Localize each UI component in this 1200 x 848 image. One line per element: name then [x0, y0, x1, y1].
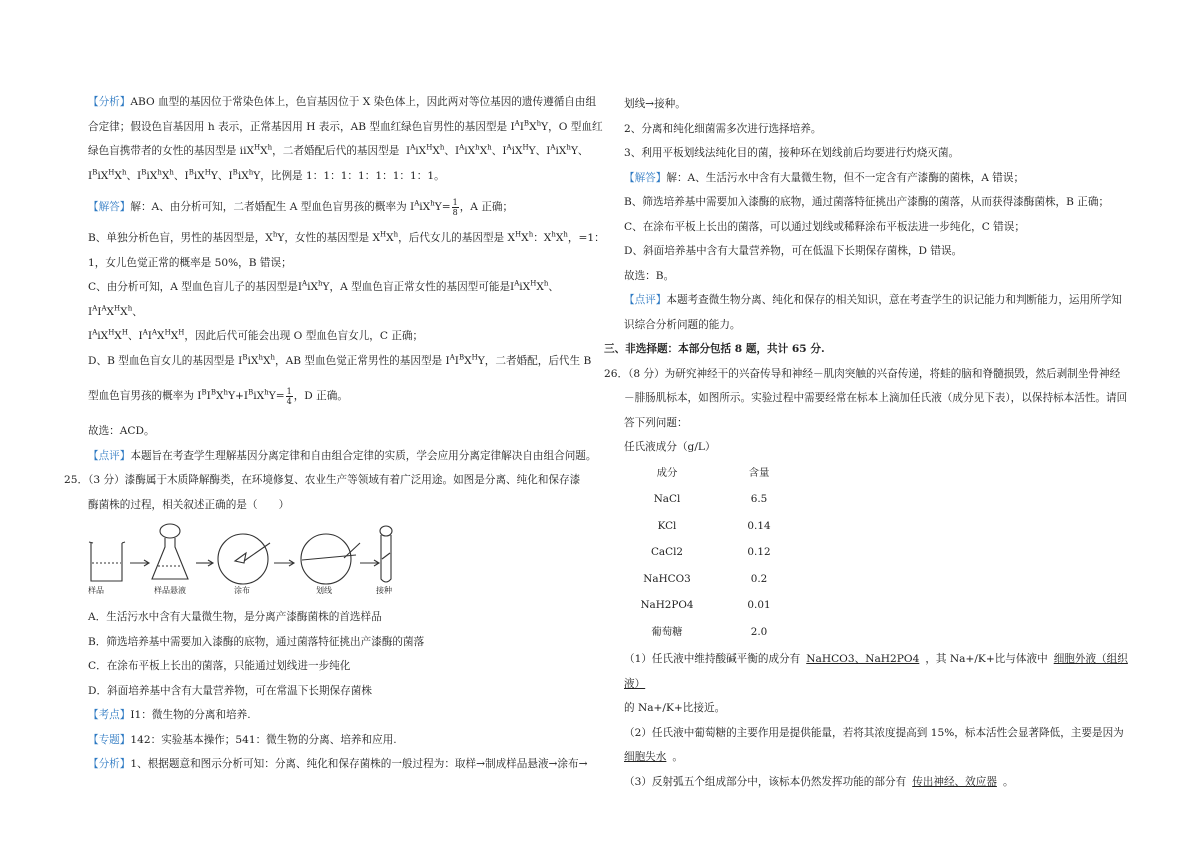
answer-fill-extracellular: 细胞外液（组织液） [624, 653, 1128, 690]
q24-answer-c: C、由分析可知，A 型血色盲儿子的基因型是$I^AiX^hY$，A 型血色盲正常女性的基因型可能是$I^AiX^HX^h$、$I^AI^AX^HX^h$、 $I^AiX^HX^H$、$I^AI^AX^HX^H$，因此后代可能会出现 O 型血色盲女儿，C 正确； [88, 279, 559, 342]
right-column [604, 92, 1146, 794]
q25-answer-a: 【解答】解：A、生活污水中含有大量微生物，但不一定含有产漆酶的菌株，A 错误； [624, 171, 1025, 184]
table-header-row [630, 460, 800, 487]
q26-part-1: （1）任氏液中维持酸碱平衡的成分有 NaHCO3、NaH2PO4 ，其 Na+/K+比与体液中 细胞外液（组织液） 的 Na+/K+比接近。 [624, 653, 1128, 714]
answer-fill-buffers: NaHCO3、NaH2PO4 [806, 653, 920, 665]
ringer-solution-table [630, 460, 800, 646]
q24-analysis: 【分析】ABO 血型的基因位于常染色体上，色盲基因位于 X 染色体上，因此两对等位基因的遗传遵循自由组 合定律；假设色盲基因用 h 表示，正常基因用 H 表示，AB 型血红绿色盲男性的基因型是 $I^AI^BX^hY$，O 型血红 绿色盲携带者的女性的基因型是 $iiX^HX^h$，二者婚配后代的基因型是 $I^AiX^HX^h$、$I^AiX^hX^h$、$I^AiX^HY$、$I^AiX^hY$、 $I^BiX^HX^h$、$I^BiX^hX^h$、$I^BiX^HY$、$I^BiX^hY$，比例是 1：1：1：1：1：1：1：1。 [88, 96, 603, 182]
q24-answer-d2: 型血色盲男孩的概率为 $I^BI^BX^hY+I^BiX^hY=$ $\frac{1}{4}$ ，D 正确。 [88, 386, 348, 406]
q26-part-3: （3）反射弧五个组成部分中，该标本仍然发挥功能的部分有 传出神经、效应器 。 [624, 775, 1014, 788]
table-row [630, 539, 800, 566]
table-header-amount: 含量 [748, 466, 770, 479]
table-title: 任氏液成分（g/L） [624, 441, 716, 453]
table-cell-name: CaCl2 [650, 546, 684, 558]
q25-kaodian: 【考点】I1：微生物的分离和培养. [88, 709, 251, 721]
answer-fill-water-loss: 细胞失水 [624, 751, 667, 763]
figure-label-suspension: 样品悬液 [154, 586, 186, 595]
answer-tag: 【解答】 [88, 201, 131, 213]
q25-answer-c: C、在涂布平板上长出的菌落，可以通过划线或稀释涂布平板法进一步纯化，C 错误； [624, 220, 1025, 233]
table-row [630, 619, 800, 646]
table-row [630, 513, 800, 540]
q25-analysis-cont: 划线→接种。 [624, 98, 686, 110]
q25-option-c: C．在涂布平板上长出的菌落，只能通过划线进一步纯化 [88, 660, 351, 672]
q25-analysis: 【分析】1、根据题意和图示分析可知：分离、纯化和保存菌株的一般过程为：取样→制成样品悬液→涂布→ [88, 758, 588, 770]
comment-tag-2: 【点评】 [624, 294, 667, 306]
table-cell-name: NaH2PO4 [640, 599, 694, 611]
table-cell-name: NaCl [653, 493, 681, 505]
q24-comment: 【点评】本题旨在考查学生理解基因分离定律和自由组合定律的实质，学会应用分离定律解决自由组合问题。 [88, 449, 597, 462]
table-row [630, 486, 800, 513]
q25-analysis-3: 3、利用平板划线法纯化目的菌，接种环在划线前后均要进行灼烧灭菌。 [624, 147, 960, 159]
table-cell-value: 0.14 [747, 519, 771, 532]
answer-tag-2: 【解答】 [624, 171, 667, 184]
table-cell-name: 葡萄糖 [651, 625, 683, 638]
table-cell-name: NaHCO3 [643, 572, 691, 585]
q26-part-2: （2）任氏液中葡萄糖的主要作用是提供能量，若将其浓度提高到 15%，标本活性会显著降低，主要是因为 细胞失水 。 [624, 726, 1124, 763]
q24-answer-d: D、B 型血色盲女儿的基因型是 $I^BiX^hX^h$，AB 型血色觉正常男性的基因型是 $I^AI^BX^HY$，二者婚配，后代生 B [88, 352, 592, 367]
fraction-one-eighth: $\frac{1}{8}$ [452, 197, 458, 217]
q26-stem: 26．（8 分）为研究神经干的兴奋传导和神经－肌肉突触的兴奋传递，将蛙的脑和脊髓损毁，然后剥制坐骨神经 －腓肠肌标本，如图所示。实验过程中需要经常在标本上滴加任氏液（成分见下表），以保持标本活性。请回 答下列问题： [604, 367, 1128, 429]
q25-option-d: D．斜面培养基中含有大量营养物，可在常温下长期保存菌株 [88, 684, 372, 697]
left-column [64, 90, 610, 777]
q25-answer-b: B、筛选培养基中需要加入漆酶的底物，通过菌落特征挑出产漆酶的菌落，从而获得漆酶菌株，B 正确； [624, 196, 1110, 208]
q24-choice: 故选：ACD。 [88, 425, 155, 437]
analysis-tag: 【分析】 [88, 96, 131, 108]
table-row [630, 592, 800, 619]
q25-comment: 【点评】本题考查微生物分离、纯化和保存的相关知识，意在考查学生的识记能力和判断能力，运用所学知 识综合分析问题的能力。 [624, 294, 1122, 331]
q25-option-a: A．生活污水中含有大量微生物，是分离产漆酶菌株的首选样品 [88, 611, 382, 623]
answer-fill-reflex-parts: 传出神经、效应器 [912, 775, 997, 788]
table-cell-name: KCl [657, 519, 677, 532]
table-cell-value: 0.12 [747, 546, 771, 558]
q24-answer-a: 【解答】解：A、由分析可知，二者婚配生 A 型血色盲男孩的概率为 $I^AiX^hY=$ $\frac{1}{8}$ ，A 正确； [88, 197, 514, 217]
q25-stem: 25．（3 分）漆酶属于木质降解酶类，在环境修复、农业生产等领域有着广泛用途。如图是分离、纯化和保存漆 酶菌株的过程，相关叙述正确的是（ ） [64, 474, 581, 511]
table-cell-value: 0.01 [747, 599, 771, 611]
q25-choice: 故选：B。 [624, 269, 675, 282]
q25-option-b: B．筛选培养基中需要加入漆酶的底物，通过菌落特征挑出产漆酶的菌落 [88, 635, 425, 648]
section-three-heading: 三、非选择题：本部分包括 8 题，共计 65 分. [604, 343, 825, 355]
table-header-component: 成分 [656, 466, 678, 479]
table-row [630, 566, 800, 593]
figure-label-sample: 样品 [88, 586, 104, 595]
figure-label-spread: 涂布 [234, 586, 250, 595]
kaodian-tag: 【考点】 [88, 709, 131, 721]
process-diagram [88, 523, 488, 587]
q24-answer-b: B、单独分析色盲，男性的基因型是，$X^hY$，女性的基因型是 $X^HX^h$，后代女儿的基因型是 $X^HX^h$：$X^hX^h$，=1： 1，女儿色觉正常的概率是 50%，B 错误； [88, 230, 605, 269]
figure-label-streak: 划线 [316, 586, 332, 595]
q25-answer-d: D、斜面培养基中含有大量营养物，可在低温下长期保存菌株，D 错误。 [624, 245, 963, 257]
figure-label-inoculate: 接种 [376, 586, 392, 595]
culture-process-figure [88, 523, 488, 603]
analysis-tag-2: 【分析】 [88, 758, 131, 770]
q25-analysis-2: 2、分离和纯化细菌需多次进行选择培养。 [624, 122, 822, 135]
comment-tag: 【点评】 [88, 449, 131, 462]
q25-zhuanti: 【专题】142：实验基本操作；541：微生物的分离、培养和应用. [88, 733, 397, 746]
table-cell-value: 0.2 [750, 572, 768, 585]
table-cell-value: 2.0 [750, 625, 768, 638]
table-cell-value: 6.5 [750, 493, 768, 505]
zhuanti-tag: 【专题】 [88, 733, 131, 746]
fraction-one-quarter: $\frac{1}{4}$ [286, 386, 292, 406]
